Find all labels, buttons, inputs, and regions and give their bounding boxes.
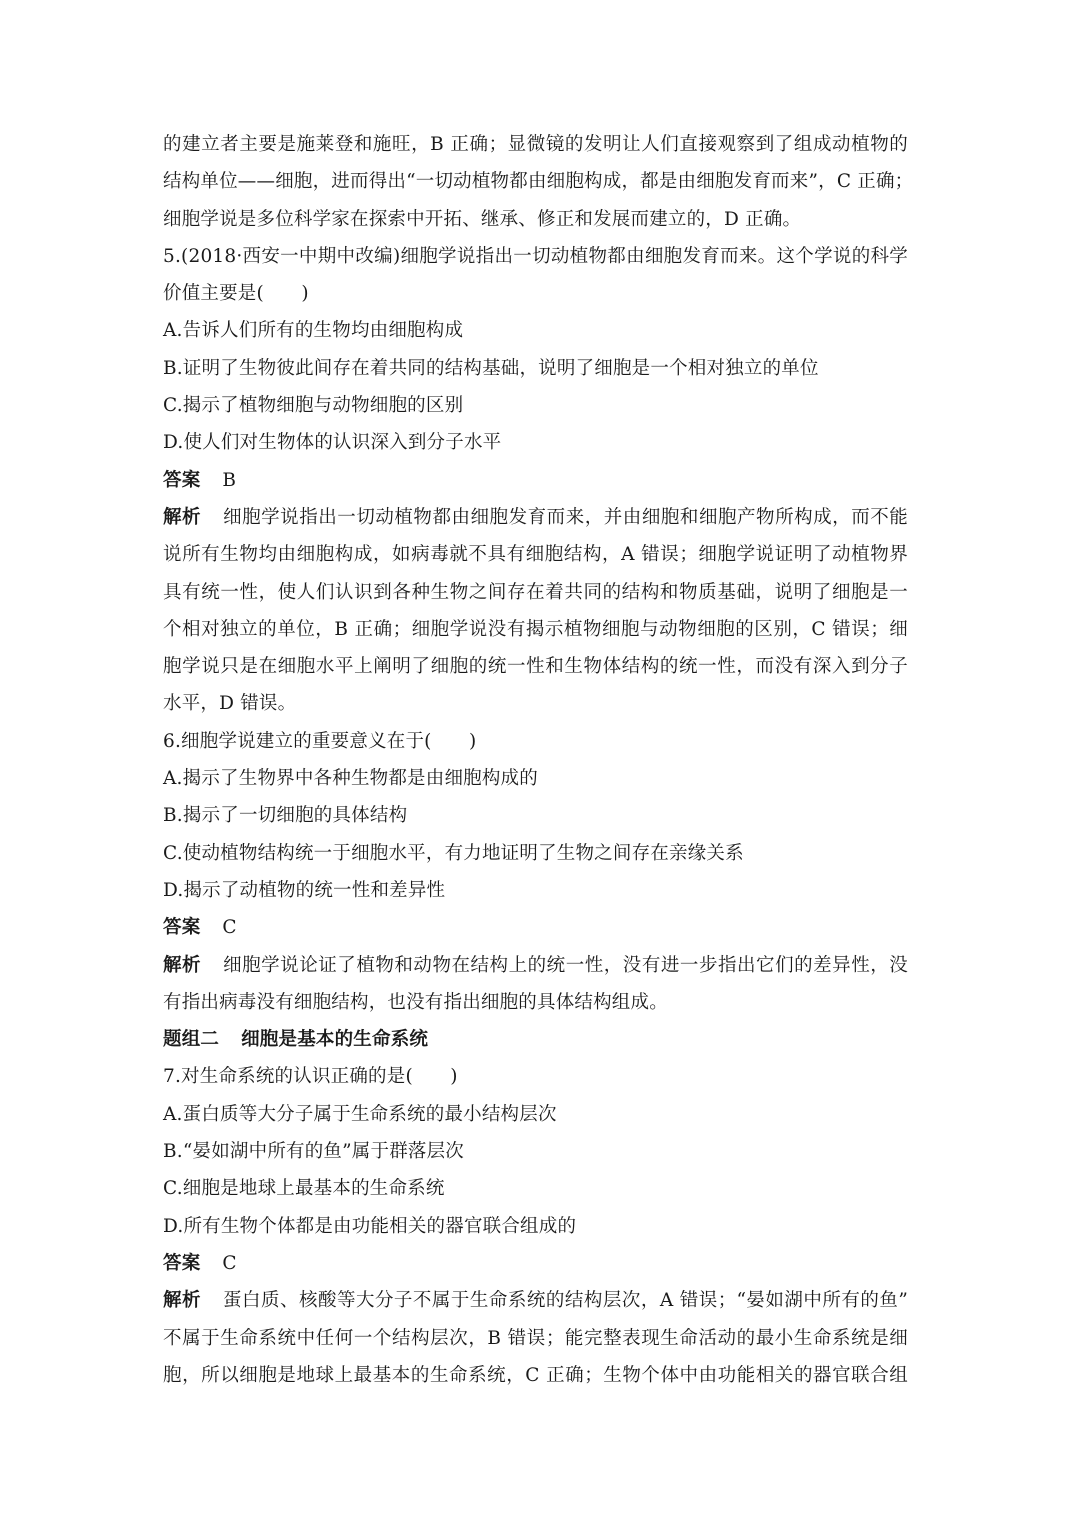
explanation-label: 解析	[163, 506, 202, 528]
question-7-option-d: D.所有生物个体都是由功能相关的器官联合组成的	[163, 1215, 577, 1237]
explanation-text: 细胞学说论证了植物和动物在结构上的统一性，没有进一步指出它们的差异性，没	[223, 954, 908, 976]
text-line: 细胞学说是多位科学家在探索中开拓、继承、修正和发展而建立的，D 正确。	[163, 208, 802, 230]
answer-value: C	[222, 917, 237, 939]
question-7-option-c: C.细胞是地球上最基本的生命系统	[163, 1178, 445, 1200]
question-6-explanation	[163, 947, 908, 984]
text-line: 的建立者主要是施莱登和施旺，B 正确；显微镜的发明让人们直接观察到了组成动植物的	[163, 134, 908, 155]
text-line: 说所有生物均由细胞构成，如病毒就不具有细胞结构，A 错误；细胞学说证明了动植物界	[163, 544, 908, 566]
text-line: 胞学说只是在细胞水平上阐明了细胞的统一性和生物体结构的统一性，而没有深入到分子	[163, 656, 908, 678]
answer-value: B	[222, 469, 237, 491]
section-title: 细胞是基本的生命系统	[241, 1029, 429, 1051]
explanation-label: 解析	[163, 1290, 201, 1312]
question-5-option-d: D.使人们对生物体的认识深入到分子水平	[163, 432, 502, 454]
question-5-stem: 价值主要是( )	[163, 283, 309, 305]
question-7-answer	[163, 1245, 908, 1282]
question-5-option-a: A.告诉人们所有的生物均由细胞构成	[163, 320, 464, 342]
question-6-option-c: C.使动植物结构统一于细胞水平，有力地证明了生物之间存在亲缘关系	[163, 842, 744, 864]
question-7-option-b: B.“晏如湖中所有的鱼”属于群落层次	[163, 1141, 464, 1163]
explanation-label: 解析	[163, 954, 202, 976]
answer-label: 答案	[163, 917, 201, 939]
question-7-explanation	[163, 1282, 908, 1319]
question-5-answer	[163, 462, 908, 499]
text-line: 具有统一性，使人们认识到各种生物之间存在着共同的结构和物质基础，说明了细胞是一	[163, 581, 908, 603]
answer-label: 答案	[163, 1252, 201, 1274]
question-5-option-c: C.揭示了植物细胞与动物细胞的区别	[163, 395, 464, 417]
question-5-option-b: B.证明了生物彼此间存在着共同的结构基础，说明了细胞是一个相对独立的单位	[163, 357, 819, 379]
section-heading	[163, 1021, 908, 1058]
text-line: 胞，所以细胞是地球上最基本的生命系统，C 正确；生物个体中由功能相关的器官联合组	[163, 1364, 908, 1386]
question-6-answer	[163, 909, 908, 946]
text-line: 结构单位——细胞，进而得出“一切动植物都由细胞构成，都是由细胞发育而来”，C 正确；	[163, 171, 914, 193]
question-6-option-a: A.揭示了生物界中各种生物都是由细胞构成的	[163, 768, 538, 790]
text-line: 不属于生命系统中任何一个结构层次，B 错误；能完整表现生命活动的最小生命系统是细	[163, 1327, 908, 1349]
text-line: 个相对独立的单位，B 正确；细胞学说没有揭示植物细胞与动物细胞的区别，C 错误；细	[163, 618, 908, 640]
question-7-option-a: A.蛋白质等大分子属于生命系统的最小结构层次	[163, 1103, 557, 1125]
text-line: 水平，D 错误。	[163, 693, 297, 715]
text-line: 有指出病毒没有细胞结构，也没有指出细胞的具体结构组成。	[163, 991, 668, 1013]
document-body	[163, 126, 914, 1394]
explanation-text: 细胞学说指出一切动植物都由细胞发育而来，并由细胞和细胞产物所构成，而不能	[223, 506, 908, 528]
question-6-option-d: D.揭示了动植物的统一性和差异性	[163, 879, 446, 901]
section-label: 题组二	[163, 1029, 220, 1051]
answer-label: 答案	[163, 469, 201, 491]
question-6-stem: 6.细胞学说建立的重要意义在于( )	[163, 730, 477, 752]
explanation-text: 蛋白质、核酸等大分子不属于生命系统的结构层次，A 错误；“晏如湖中所有的鱼”	[223, 1290, 909, 1312]
question-6-option-b: B.揭示了一切细胞的具体结构	[163, 805, 408, 827]
answer-value: C	[222, 1252, 237, 1274]
question-5-stem: 5.(2018·西安一中期中改编)细胞学说指出一切动植物都由细胞发育而来。这个学说的科学	[163, 245, 908, 267]
question-7-stem: 7.对生命系统的认识正确的是( )	[163, 1066, 458, 1088]
question-5-explanation	[163, 499, 908, 536]
